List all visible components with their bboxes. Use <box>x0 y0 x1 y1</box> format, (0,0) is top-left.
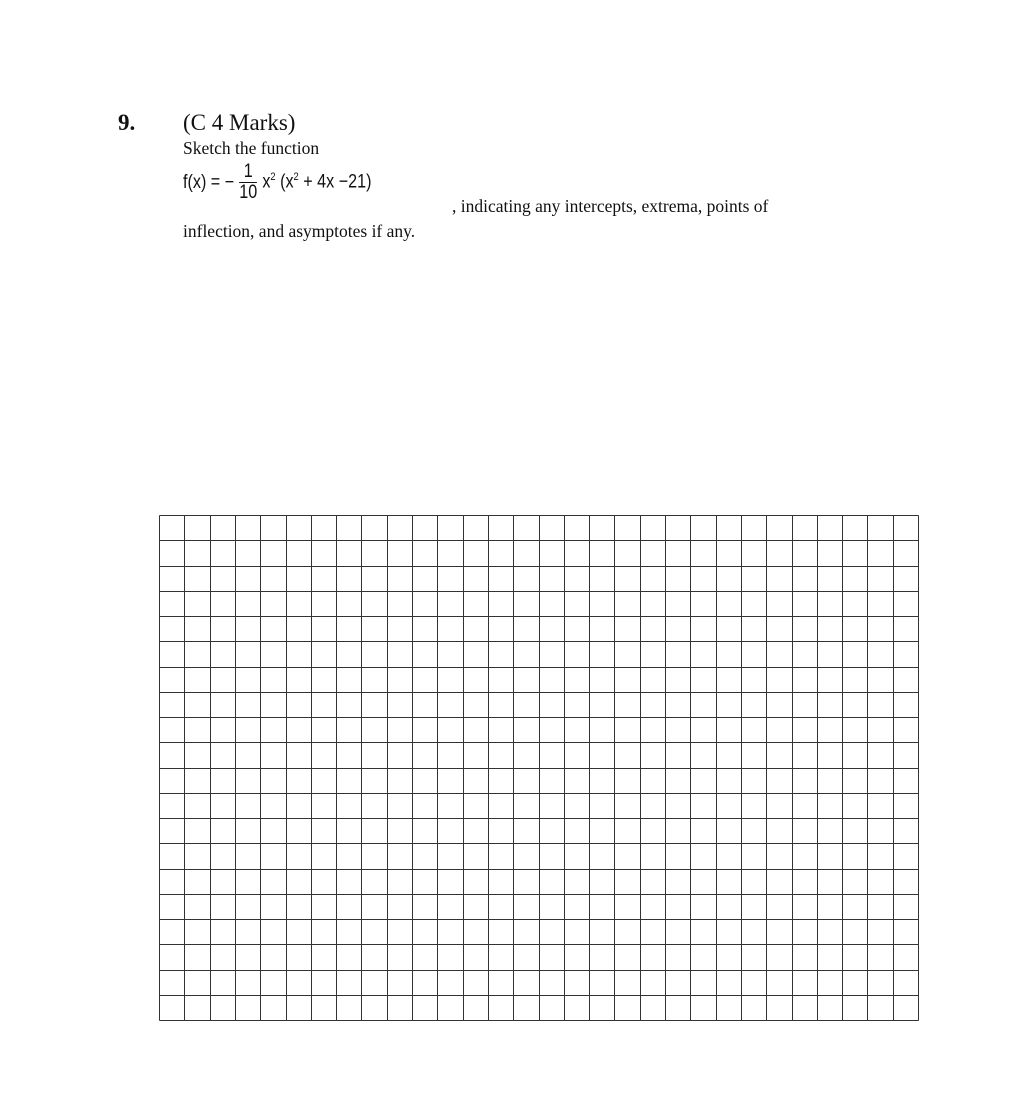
formula-x-exponent: 2 <box>270 171 276 184</box>
question-tail: , indicating any intercepts, extrema, points of <box>452 196 769 216</box>
formula-inner-rest: + 4x −21) <box>298 171 372 193</box>
fraction-numerator: 1 <box>239 162 257 183</box>
function-formula <box>183 162 371 203</box>
question-number: 9. <box>118 110 136 135</box>
fraction-denominator: 10 <box>239 182 258 203</box>
graph-paper-grid <box>159 515 919 1021</box>
question-instruction: Sketch the function <box>183 138 320 158</box>
question-marks: (C 4 Marks) <box>183 110 296 135</box>
formula-x: x <box>262 171 271 193</box>
question-line2: inflection, and asymptotes if any. <box>183 221 416 241</box>
formula-lhs: f(x) = − <box>183 171 235 193</box>
formula-inner-exponent: 2 <box>293 171 299 184</box>
formula-paren-open: (x <box>280 171 294 193</box>
formula-fraction <box>239 162 257 203</box>
